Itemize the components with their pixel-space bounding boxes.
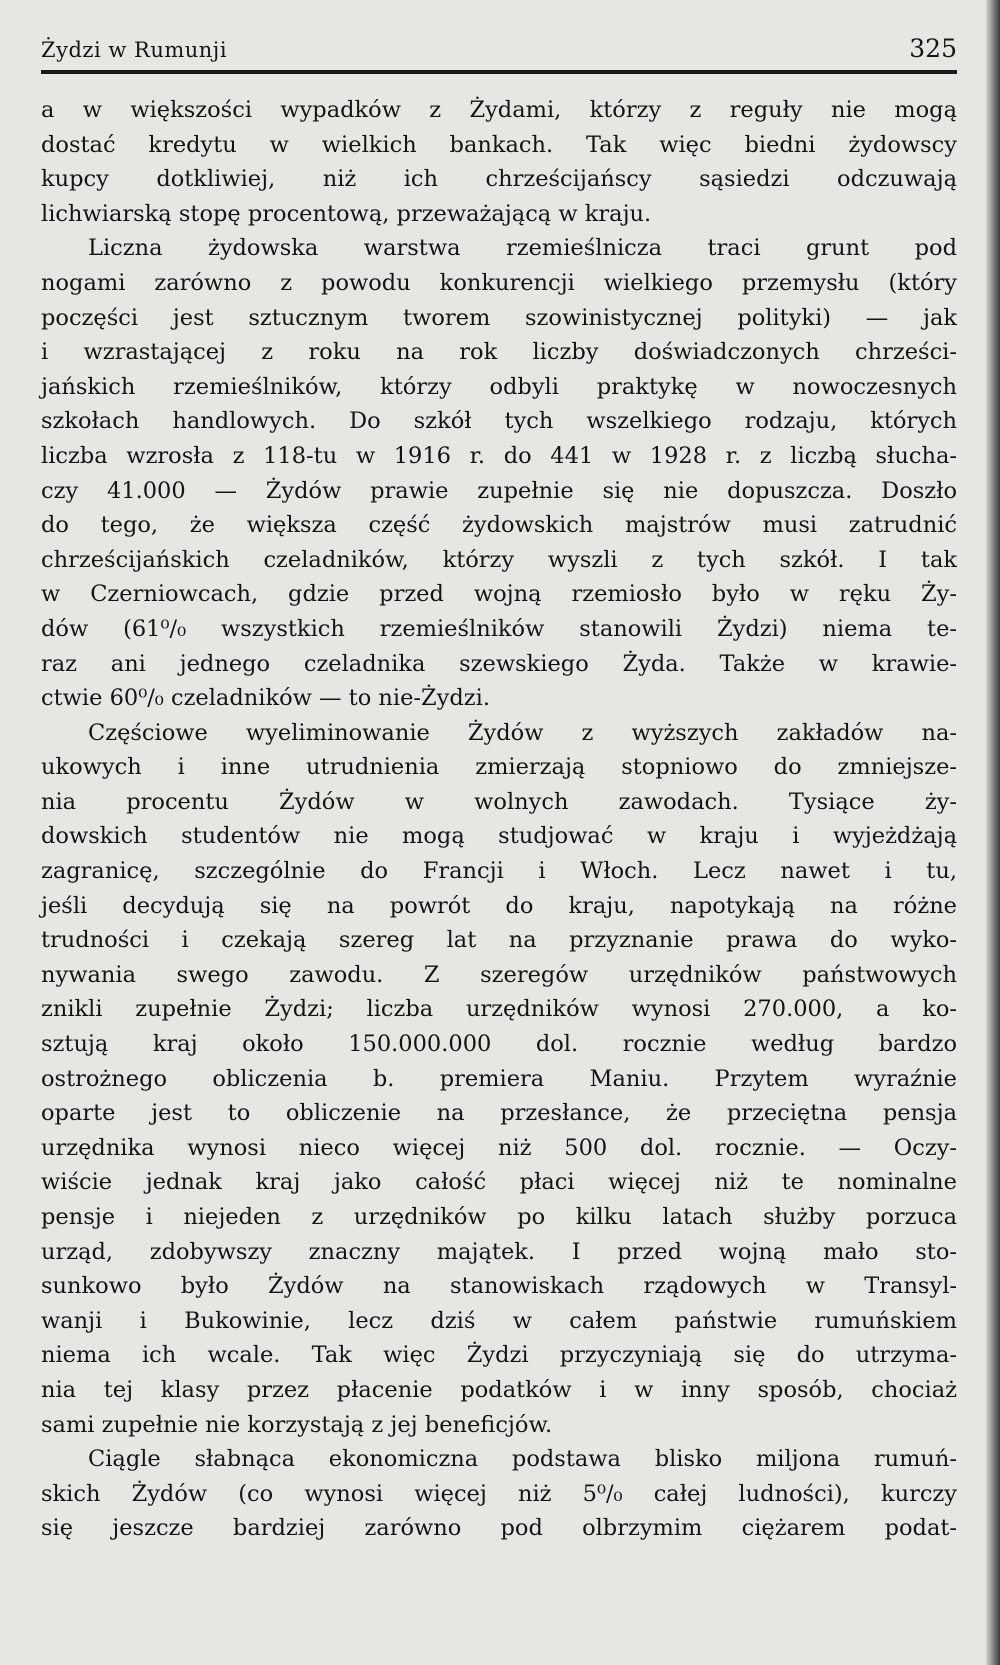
text-line: sztują kraj około 150.000.000 dol. rocznie według bardzo: [41, 1031, 957, 1058]
text-line: a w większości wypadków z Żydami, którzy z reguły nie mogą: [41, 97, 957, 123]
text-line: niema ich wcale. Tak więc Żydzi przyczyniają się do utrzyma-: [41, 1342, 957, 1369]
text-line: dów (61⁰/₀ wszystkich rzemieślników stanowili Żydzi) niema te-: [41, 615, 957, 642]
text-line: jeśli decydują się na powrót do kraju, napotykają na różne: [41, 892, 957, 919]
text-line: w Czerniowcach, gdzie przed wojną rzemiosło było w ręku Ży-: [41, 581, 957, 608]
text-line: urzędnika wynosi nieco więcej niż 500 dol. rocznie. — Oczy-: [41, 1134, 957, 1161]
text-line: jańskich rzemieślników, którzy odbyli praktykę w nowoczesnych: [41, 373, 957, 400]
text-line: kupcy dotkliwiej, niż ich chrześcijańscy sąsiedzi odczuwają: [41, 166, 957, 193]
text-line: poczęści jest sztucznym tworem szowinistycznej polityki) — jak: [41, 304, 957, 331]
page-header: [41, 30, 957, 74]
text-line: dowskich studentów nie mogą studjować w kraju i wyjeżdżają: [41, 823, 957, 850]
text-line: nia procentu Żydów w wolnych zawodach. Tysiące ży-: [41, 788, 957, 815]
text-line: raz ani jednego czeladnika szewskiego Żyda. Także w krawie-: [41, 650, 957, 677]
text-line: sami zupełnie nie korzystają z jej beneficjów.: [41, 1411, 553, 1438]
text-line: nia tej klasy przez płacenie podatków i w inny sposób, chociaż: [41, 1376, 957, 1403]
text-line: dostać kredytu w wielkich bankach. Tak więc biedni żydowscy: [41, 131, 957, 158]
body-text: [41, 93, 957, 1546]
text-line: ctwie 60⁰/₀ czeladników — to nie-Żydzi.: [41, 685, 490, 712]
text-line: wanji i Bukowinie, lecz dziś w całem państwie rumuńskiem: [41, 1307, 957, 1334]
text-line: Liczna żydowska warstwa rzemieślnicza traci grunt pod: [88, 235, 957, 262]
text-line: zagranicę, szczególnie do Francji i Włoch. Lecz nawet i tu,: [41, 858, 957, 885]
text-line: liczba wzrosła z 118-tu w 1916 r. do 441 w 1928 r. z liczbą słucha-: [41, 442, 957, 469]
text-line: znikli zupełnie Żydzi; liczba urzędników wynosi 270.000, a ko-: [41, 996, 957, 1023]
text-line: lichwiarską stopę procentową, przeważającą w kraju.: [41, 200, 652, 227]
running-title: Żydzi w Rumunji: [41, 38, 228, 62]
text-line: szkołach handlowych. Do szkół tych wszelkiego rodzaju, których: [41, 408, 957, 435]
text-line: urząd, zdobywszy znaczny majątek. I przed wojną mało sto-: [41, 1238, 957, 1265]
text-line: nywania swego zawodu. Z szeregów urzędników państwowych: [41, 961, 957, 988]
text-line: skich Żydów (co wynosi więcej niż 5⁰/₀ całej ludności), kurczy: [41, 1480, 957, 1507]
page-number: 325: [909, 34, 957, 63]
text-line: nogami zarówno z powodu konkurencji wielkiego przemysłu (który: [41, 269, 957, 296]
text-line: oparte jest to obliczenie na przesłance, że przeciętna pensja: [41, 1100, 957, 1127]
text-line: chrześcijańskich czeladników, którzy wyszli z tych szkół. I tak: [41, 546, 957, 573]
text-line: do tego, że większa część żydowskich majstrów musi zatrudnić: [41, 512, 957, 539]
text-line: wiście jednak kraj jako całość płaci więcej niż te nominalne: [41, 1169, 957, 1196]
text-line: pensje i niejeden z urzędników po kilku latach służby porzuca: [41, 1204, 957, 1230]
text-line: trudności i czekają szereg lat na przyznanie prawa do wyko-: [41, 927, 957, 954]
text-line: się jeszcze bardziej zarówno pod olbrzymim ciężarem podat-: [41, 1515, 957, 1542]
text-line: sunkowo było Żydów na stanowiskach rządowych w Transyl-: [41, 1273, 957, 1300]
text-line: ukowych i inne utrudnienia zmierzają stopniowo do zmniejsze-: [41, 754, 957, 781]
page-edge-shadow: [986, 0, 1000, 1665]
text-line: i wzrastającej z roku na rok liczby doświadczonych chrześci-: [41, 339, 957, 366]
text-line: Ciągle słabnąca ekonomiczna podstawa blisko miljona rumuń-: [88, 1446, 957, 1473]
header-rule: [41, 70, 957, 74]
text-line: Częściowe wyeliminowanie Żydów z wyższych zakładów na-: [88, 719, 957, 746]
text-line: ostrożnego obliczenia b. premiera Maniu. Przytem wyraźnie: [41, 1065, 957, 1092]
text-line: czy 41.000 — Żydów prawie zupełnie się nie dopuszcza. Doszło: [41, 477, 957, 504]
